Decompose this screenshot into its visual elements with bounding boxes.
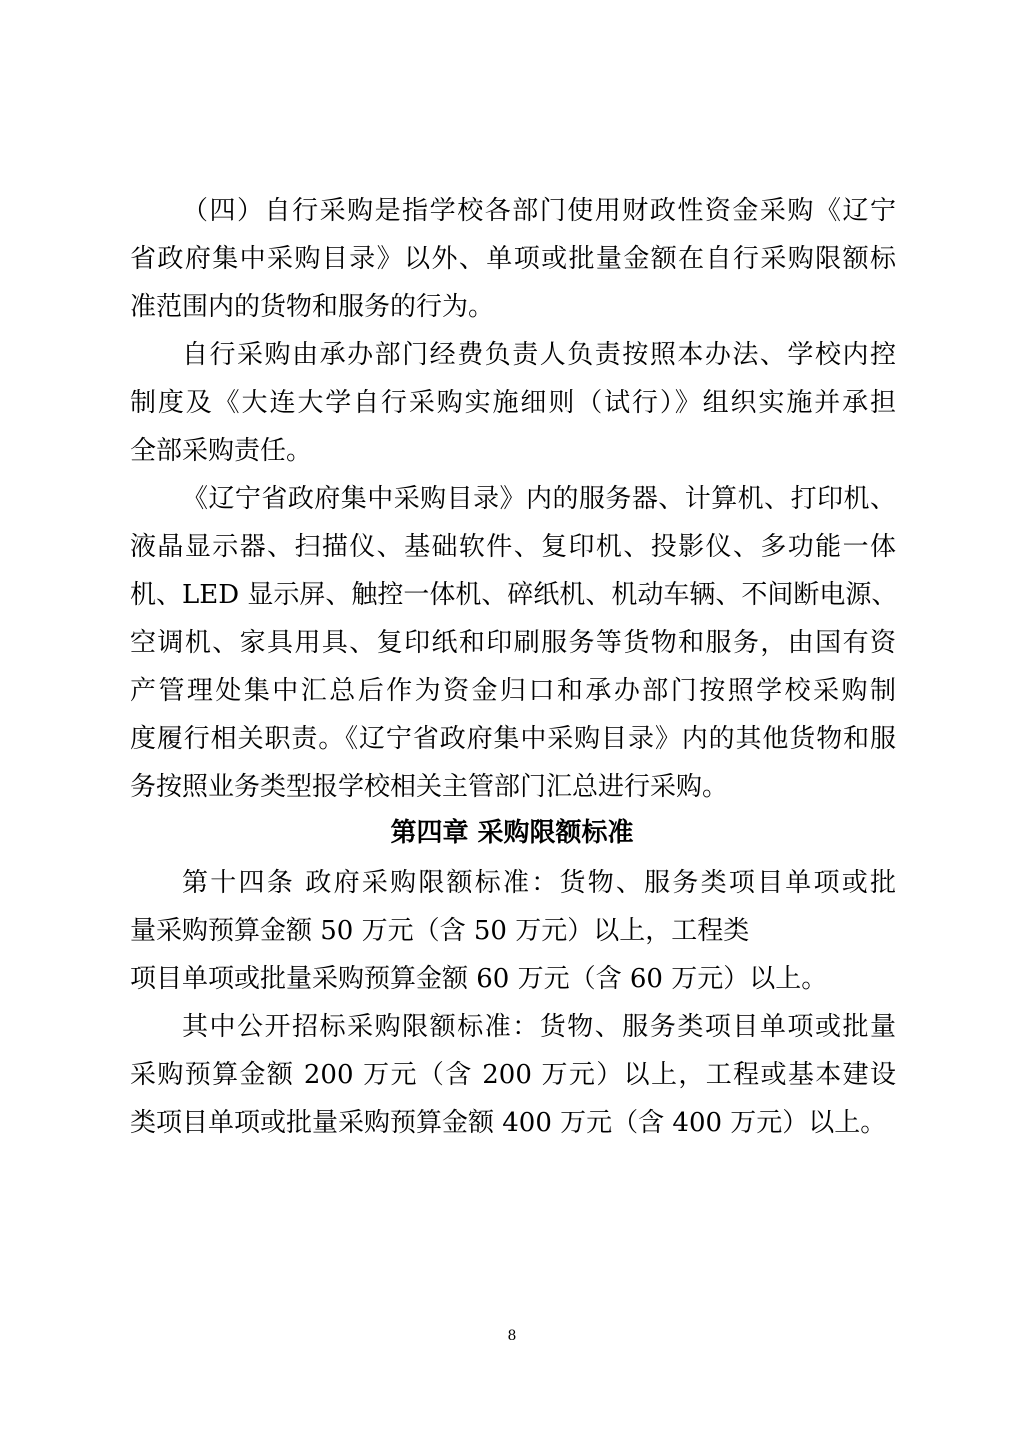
text-line: 项目单项或批量采购预算金额 60 万元（含 60 万元）以上。: [130, 964, 828, 994]
text-line: 准范围内的货物和服务的行为。: [130, 292, 495, 322]
text-line: 液晶显示器、扫描仪、基础软件、复印机、投影仪、多功能一体: [130, 532, 896, 562]
text-line: 自行采购由承办部门经费负责人负责按照本办法、学校内控: [182, 340, 896, 370]
text-line: 制度及《大连大学自行采购实施细则（试行）》组织实施并承担: [130, 388, 896, 418]
page-number: 8: [507, 1328, 517, 1344]
text-line: 务按照业务类型报学校相关主管部门汇总进行采购。: [130, 772, 729, 802]
text-line: 省政府集中采购目录》以外、单项或批量金额在自行采购限额标: [130, 244, 896, 274]
text-line: 《辽宁省政府集中采购目录》内的服务器、计算机、打印机、: [182, 484, 896, 514]
text-line: 产管理处集中汇总后作为资金归口和承办部门按照学校采购制: [130, 676, 896, 706]
text-line: 量采购预算金额 50 万元（含 50 万元）以上，工程类: [130, 916, 750, 946]
text-line: 采购预算金额 200 万元（含 200 万元）以上，工程或基本建设: [130, 1060, 896, 1090]
text-line: 全部采购责任。: [130, 436, 313, 466]
text-line: 空调机、家具用具、复印纸和印刷服务等货物和服务，由国有资: [130, 628, 896, 658]
text-line: 度履行相关职责。《辽宁省政府集中采购目录》内的其他货物和服: [130, 724, 896, 754]
text-line: 类项目单项或批量采购预算金额 400 万元（含 400 万元）以上。: [130, 1108, 887, 1138]
text-line: 其中公开招标采购限额标准：货物、服务类项目单项或批量: [182, 1012, 896, 1042]
text-line: （四）自行采购是指学校各部门使用财政性资金采购《辽宁: [182, 196, 896, 226]
text-line: 第十四条 政府采购限额标准：货物、服务类项目单项或批: [182, 868, 896, 898]
chapter-heading: 第四章 采购限额标准: [390, 818, 634, 848]
text-line: 机、LED 显示屏、触控一体机、碎纸机、机动车辆、不间断电源、: [130, 580, 898, 610]
